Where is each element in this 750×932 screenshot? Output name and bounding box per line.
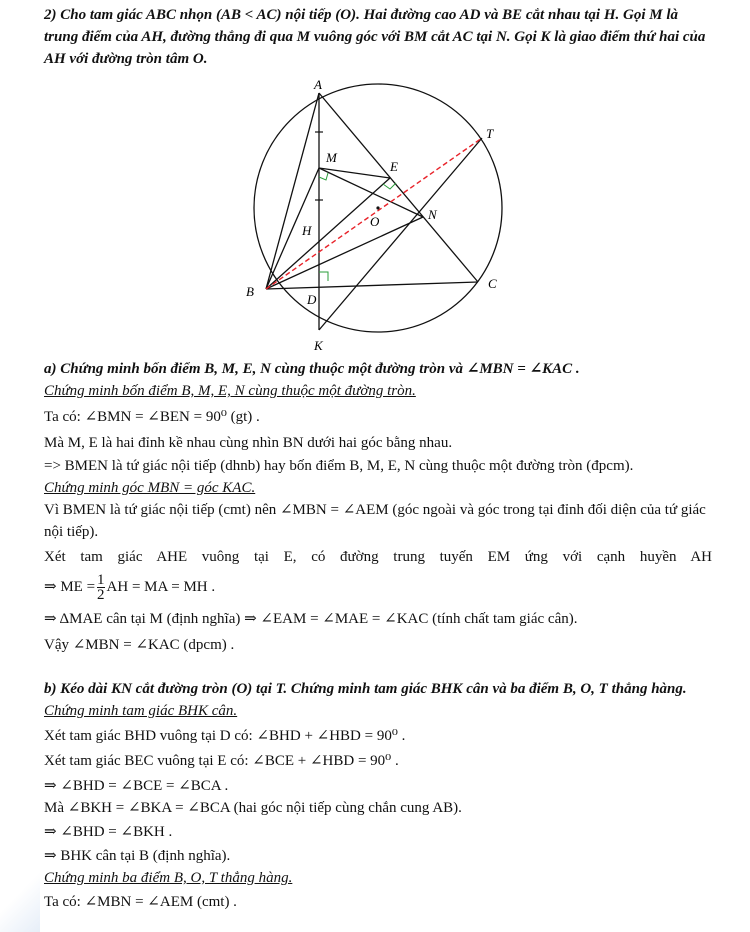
part-a-line-2: Mà M, E là hai đỉnh kề nhau cùng nhìn BN dưới hai góc bằng nhau. bbox=[44, 435, 453, 451]
figure-svg bbox=[230, 76, 520, 356]
part-a-subheading-2: Chứng minh góc MBN = góc KAC. bbox=[44, 480, 256, 496]
label-d: D bbox=[307, 292, 317, 307]
corner-decoration bbox=[0, 872, 40, 932]
problem-line-3: AH với đường tròn tâm O. bbox=[44, 51, 208, 67]
part-b bbox=[44, 678, 712, 913]
point-o bbox=[376, 206, 379, 209]
geometry-figure bbox=[230, 76, 520, 361]
part-b-line-1: Xét tam giác BHD vuông tại D có: ∠BHD + ∠HBD = 90⁰ . bbox=[44, 728, 406, 744]
problem-line-2: trung điểm của AH, đường thẳng đi qua M vuông góc với BM cắt AC tại N. Gọi K là giao điểm thứ hai của bbox=[44, 29, 706, 45]
part-a-heading: a) Chứng minh bốn điểm B, M, E, N cùng thuộc một đường tròn và ∠MBN = ∠KAC . bbox=[44, 361, 580, 377]
part-a-line-7: ⇒ ΔMAE cân tại M (định nghĩa) ⇒ ∠EAM = ∠MAE = ∠KAC (tính chất tam giác cân). bbox=[44, 611, 578, 627]
part-a bbox=[44, 358, 712, 656]
label-n: N bbox=[428, 207, 437, 222]
part-a-line-6-post: AH = MA = MH . bbox=[106, 579, 216, 595]
part-a-line-4: Vì BMEN là tứ giác nội tiếp (cmt) nên ∠MBN = ∠AEM (góc ngoài và góc trong tại đỉnh đối diện của tứ giác bbox=[44, 502, 706, 518]
part-a-subheading-1: Chứng minh bốn điểm B, M, E, N cùng thuộc một đường tròn. bbox=[44, 383, 416, 399]
label-c: C bbox=[488, 276, 497, 291]
problem-statement bbox=[44, 4, 712, 70]
part-b-line-2: Xét tam giác BEC vuông tại E có: ∠BCE + ∠HBD = 90⁰ . bbox=[44, 753, 399, 769]
problem-line-1: 2) Cho tam giác ABC nhọn (AB < AC) nội tiếp (O). Hai đường cao AD và BE cắt nhau tại H. Gọi M là bbox=[44, 7, 678, 23]
part-a-line-6-pre: ⇒ ME = bbox=[44, 579, 96, 595]
part-a-line-8: Vậy ∠MBN = ∠KAC (dpcm) . bbox=[44, 637, 235, 653]
part-a-line-6 bbox=[44, 570, 712, 604]
label-o: O bbox=[370, 214, 380, 229]
label-a: A bbox=[314, 77, 322, 92]
part-a-line-4b: nội tiếp). bbox=[44, 524, 99, 540]
part-b-line-5: ⇒ ∠BHD = ∠BKH . bbox=[44, 824, 173, 840]
label-m: M bbox=[326, 150, 337, 165]
fraction-numerator: 1 bbox=[97, 571, 105, 588]
fraction-one-half bbox=[97, 573, 105, 602]
label-b: B bbox=[246, 284, 254, 299]
label-h: H bbox=[302, 223, 312, 238]
part-b-line-3: ⇒ ∠BHD = ∠BCE = ∠BCA . bbox=[44, 778, 229, 794]
part-a-line-5: Xét tam giác AHE vuông tại E, có đường trung tuyến EM ứng với cạnh huyền AH bbox=[44, 549, 712, 565]
side-ab bbox=[266, 93, 319, 289]
fraction-denominator: 2 bbox=[97, 586, 105, 603]
part-b-subheading-2: Chứng minh ba điểm B, O, T thẳng hàng. bbox=[44, 870, 293, 886]
part-b-subheading-1: Chứng minh tam giác BHK cân. bbox=[44, 703, 238, 719]
right-angle-d bbox=[319, 272, 328, 281]
part-b-heading: b) Kéo dài KN cắt đường tròn (O) tại T. Chứng minh tam giác BHK cân và ba điểm B, O, T thẳng hàng. bbox=[44, 681, 687, 697]
side-bc bbox=[266, 282, 478, 289]
right-angle-e bbox=[383, 183, 396, 189]
label-k: K bbox=[314, 338, 323, 353]
part-b-line-6: ⇒ BHK cân tại B (định nghĩa). bbox=[44, 848, 231, 864]
right-angle-m bbox=[319, 173, 328, 180]
line-kt bbox=[319, 138, 482, 330]
segment-bn bbox=[266, 217, 423, 289]
part-b-line-7: Ta có: ∠MBN = ∠AEM (cmt) . bbox=[44, 894, 237, 910]
part-b-line-4: Mà ∠BKH = ∠BKA = ∠BCA (hai góc nội tiếp cùng chắn cung AB). bbox=[44, 800, 462, 816]
label-t: T bbox=[486, 126, 494, 141]
label-e: E bbox=[390, 159, 398, 174]
part-a-line-3: => BMEN là tứ giác nội tiếp (dhnb) hay bốn điểm B, M, E, N cùng thuộc một đường tròn (đpcm). bbox=[44, 458, 634, 474]
part-a-line-1: Ta có: ∠BMN = ∠BEN = 90⁰ (gt) . bbox=[44, 409, 260, 425]
